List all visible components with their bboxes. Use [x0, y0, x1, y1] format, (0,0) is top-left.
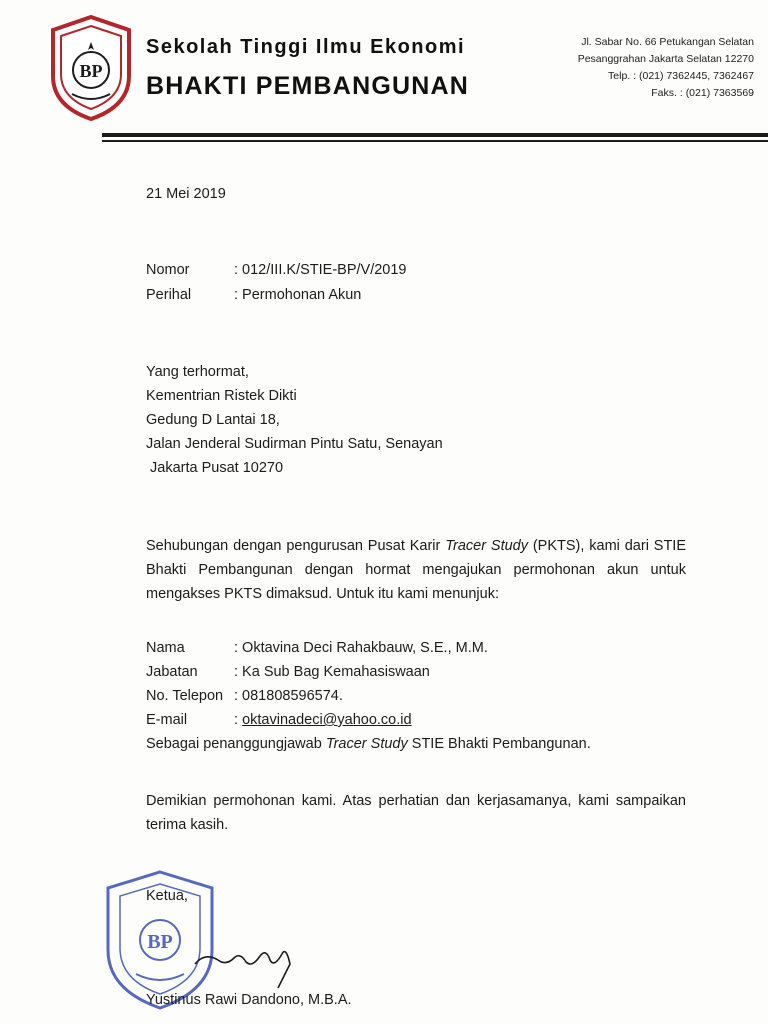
detail-colon: :: [234, 712, 243, 728]
recipient-line: Jakarta Pusat 10270: [146, 460, 284, 476]
paragraph-text: Sebagai penanggungjawab: [146, 736, 326, 752]
paragraph-italic: Tracer Study: [325, 736, 408, 752]
paragraph-italic: Tracer Study: [445, 538, 528, 554]
perihal-label: Perihal: [146, 287, 192, 303]
fax-line: Faks. : (021) 7363569: [651, 87, 754, 99]
recipient-salutation: Yang terhormat,: [146, 364, 249, 380]
recipient-line: Gedung D Lantai 18,: [146, 412, 280, 428]
detail-label: E-mail: [146, 712, 188, 728]
perihal-row: [146, 283, 361, 307]
institution-logo: [50, 14, 132, 122]
detail-value: : 081808596574.: [234, 688, 343, 704]
email-link[interactable]: oktavinadeci@yahoo.co.id: [242, 712, 412, 728]
address-line: Pesanggrahan Jakarta Selatan 12270: [577, 53, 754, 65]
details-block: [146, 636, 591, 756]
recipient-line: Jalan Jenderal Sudirman Pintu Satu, Senayan: [146, 436, 443, 452]
phone-line: Telp. : (021) 7362445, 7362467: [608, 70, 754, 82]
detail-label: Nama: [146, 640, 185, 656]
letterhead-divider-thin: [102, 140, 768, 142]
signer-title: Ketua,: [146, 888, 188, 904]
perihal-value: : Permohonan Akun: [234, 287, 362, 303]
detail-row-email: [146, 708, 591, 732]
nomor-label: Nomor: [146, 262, 190, 278]
detail-label: No. Telepon: [146, 688, 224, 704]
nomor-value: : 012/III.K/STIE-BP/V/2019: [234, 262, 407, 278]
institution-address: [578, 34, 754, 102]
closing-paragraph: Demikian permohonan kami. Atas perhatian dan kerjasamanya, kami sampaikan terima kasih.: [146, 793, 686, 833]
address-line: Jl. Sabar No. 66 Petukangan Selatan: [581, 36, 754, 48]
letterhead-divider-thick: [102, 133, 768, 137]
logo-initials: BP: [79, 61, 103, 81]
detail-value: : Ka Sub Bag Kemahasiswaan: [234, 664, 430, 680]
institution-name-line2: BHAKTI PEMBANGUNAN: [146, 72, 469, 100]
stamp-initials: BP: [147, 931, 173, 953]
recipient-line: Kementrian Ristek Dikti: [146, 388, 297, 404]
detail-value: : Oktavina Deci Rahakbauw, S.E., M.M.: [234, 640, 488, 656]
paragraph-text: Sehubungan dengan pengurusan Pusat Karir: [146, 538, 446, 554]
detail-label: Jabatan: [146, 664, 198, 680]
detail-row-jabatan: [146, 660, 591, 684]
opening-paragraph: [146, 534, 686, 606]
paragraph-text: STIE Bhakti Pembangunan.: [407, 736, 591, 752]
detail-row-nama: [146, 636, 591, 660]
signer-name: Yustinus Rawi Dandono, M.B.A.: [146, 992, 352, 1008]
recipient-block: [146, 360, 443, 480]
institution-name-line1: Sekolah Tinggi Ilmu Ekonomi: [146, 36, 466, 58]
responsibility-line: [146, 732, 591, 756]
detail-row-telepon: [146, 684, 591, 708]
letter-date: 21 Mei 2019: [146, 186, 226, 202]
paragraph-text: (PKTS), kami dari STIE Bhakti Pembangunan dengan hormat mengajukan permohonan akun untuk mengakses PKTS dimaksud. Untuk itu kami menunjuk:: [146, 538, 686, 602]
nomor-row: [146, 258, 406, 282]
